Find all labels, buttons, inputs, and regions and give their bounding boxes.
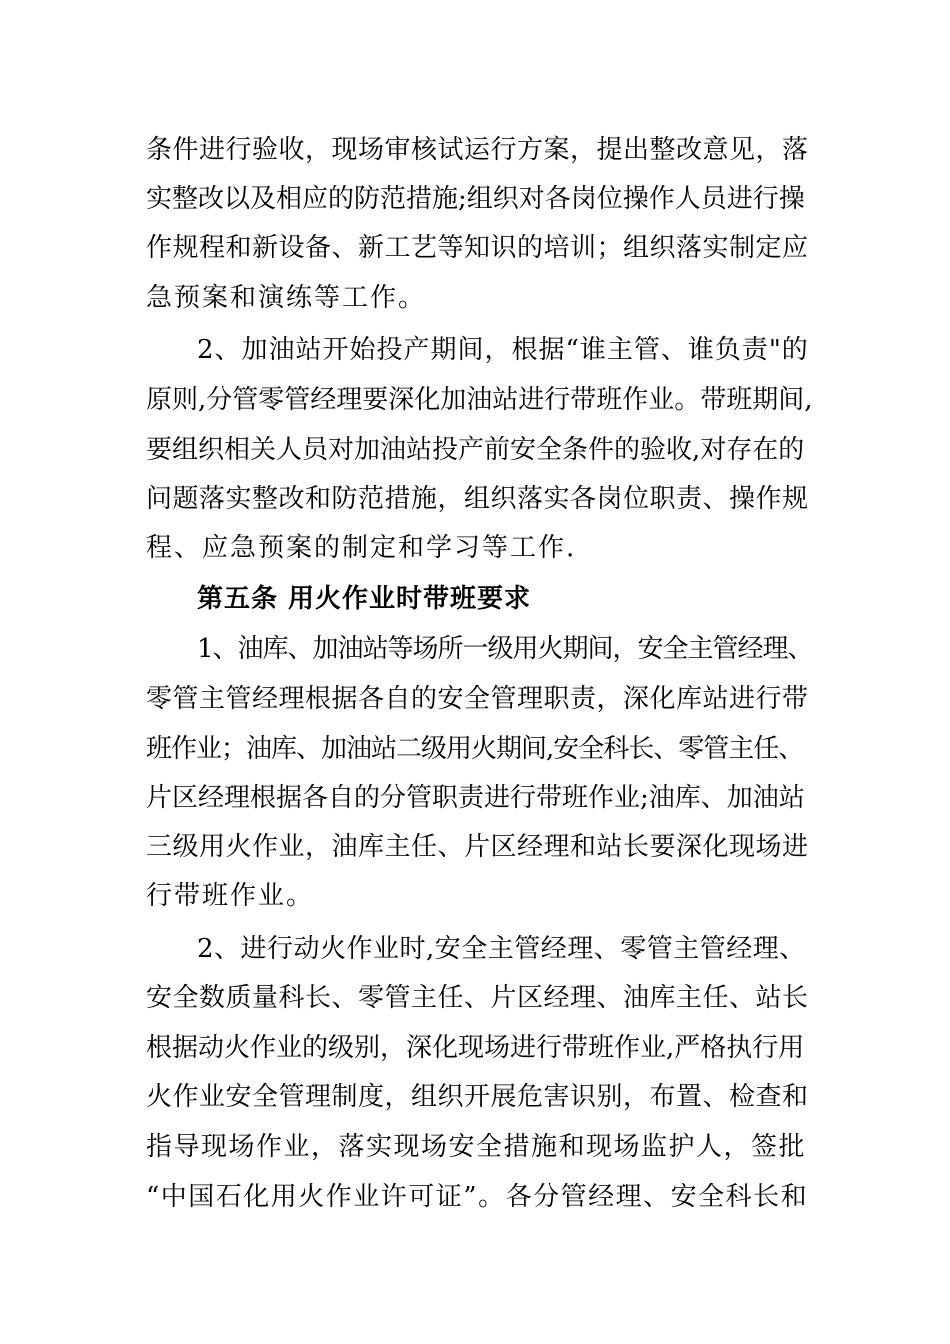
body-text-line: 行带班作业。: [146, 881, 315, 911]
body-text-line: 安全数质量科长、零管主任、片区经理、油库主任、站长: [146, 983, 809, 1013]
paragraph-first-line: 2、进行动火作业时,安全主管经理、零管主管经理、: [197, 934, 806, 964]
body-text-line: 零管主管经理根据各自的安全管理职责，深化库站进行带: [146, 684, 809, 714]
body-text-line: 片区经理根据各自的分管职责进行带班作业;油库、加油站: [146, 783, 805, 813]
body-text-line: 作规程和新设备、新工艺等知识的培训；组织落实制定应: [146, 233, 809, 263]
paragraph-first-line: 1、油库、加油站等场所一级用火期间，安全主管经理、: [197, 634, 813, 664]
body-text-line: 急预案和演练等工作。: [146, 283, 427, 313]
section-heading: 第五条 用火作业时带班要求: [197, 584, 532, 614]
body-text-line: “中国石化用火作业许可证”。各分管经理、安全科长和: [146, 1182, 809, 1212]
body-text-line: 原则,分管零管经理要深化加油站进行带班作业。带班期间,: [146, 385, 813, 415]
body-text-line: 班作业；油库、加油站二级用火期间,安全科长、零管主任、: [146, 734, 804, 764]
body-text-line: 要组织相关人员对加油站投产前安全条件的验收,对存在的: [146, 435, 805, 465]
body-text-line: 三级用火作业，油库主任、片区经理和站长要深化现场进: [146, 832, 809, 862]
body-text-line: 条件进行验收，现场审核试运行方案，提出整改意见，落: [146, 135, 809, 165]
body-text-line: 问题落实整改和防范措施，组织落实各岗位职责、操作规: [146, 484, 809, 514]
body-text-line: 实整改以及相应的防范措施;组织对各岗位操作人员进行操: [146, 184, 805, 214]
paragraph-first-line: 2、加油站开始投产期间，根据“谁主管、谁负责"的: [197, 335, 809, 365]
body-text-line: 程、应急预案的制定和学习等工作.: [146, 533, 577, 563]
body-text-line: 根据动火作业的级别，深化现场进行带班作业,严格执行用: [146, 1033, 805, 1063]
body-text-line: 火作业安全管理制度，组织开展危害识别，布置、检查和: [146, 1082, 809, 1112]
body-text-line: 指导现场作业，落实现场安全措施和现场监护人，签批: [146, 1132, 807, 1162]
